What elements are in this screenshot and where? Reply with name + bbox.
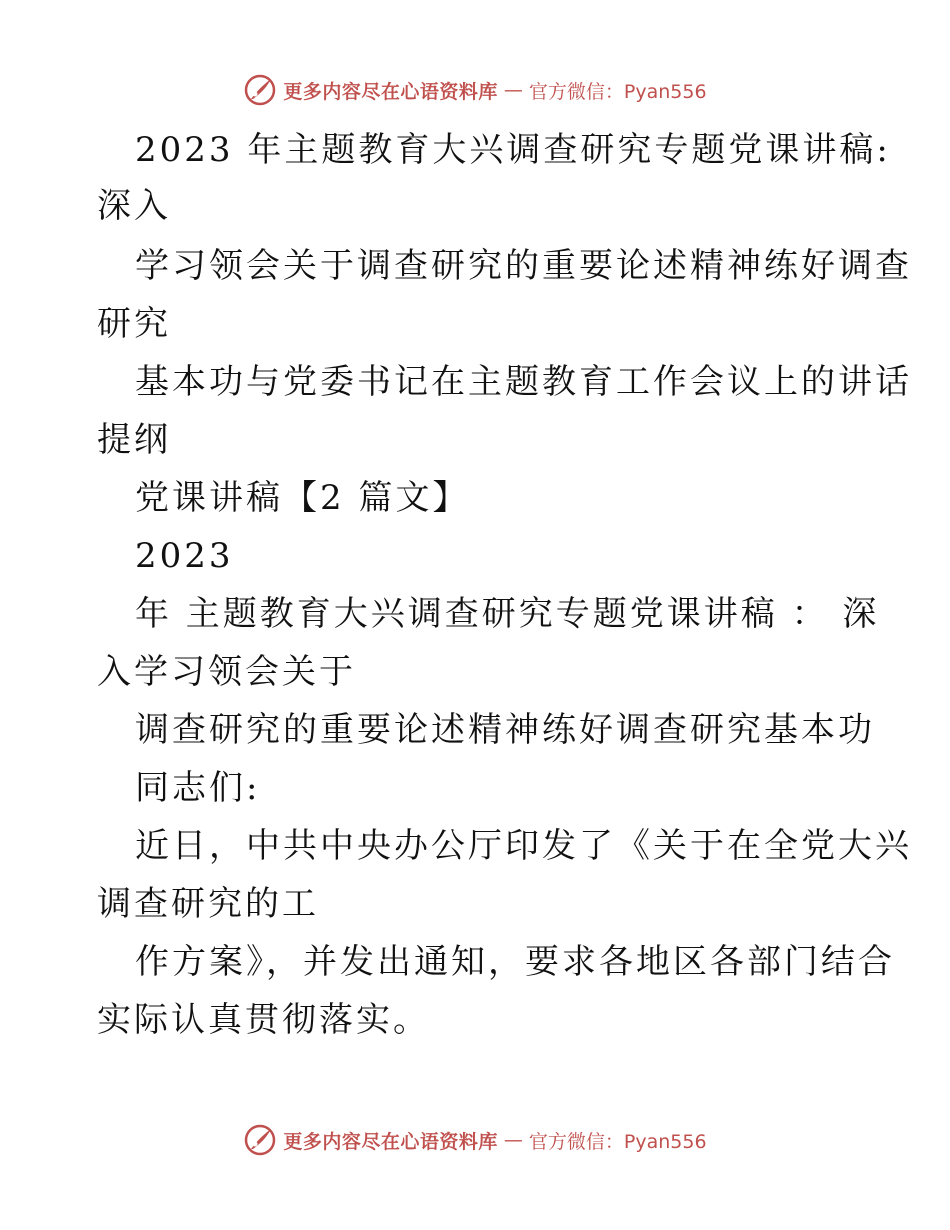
title-line-2: 深入 <box>97 186 171 226</box>
section-title-1: 年 主题教育大兴调查研究专题党课讲稿 ： 深 <box>135 594 880 634</box>
quill-logo-icon <box>243 1123 277 1157</box>
section-title-3: 调查研究的重要论述精神练好调查研究基本功 <box>135 710 875 750</box>
section-year: 2023 <box>135 536 234 576</box>
footer-watermark <box>0 1120 950 1160</box>
header-watermark <box>0 70 950 110</box>
title-line-1: 2023 年主题教育大兴调查研究专题党课讲稿: <box>135 130 891 170</box>
watermark-wechat: 官方微信：Pyan556 <box>528 80 707 103</box>
section-title-2: 入学习领会关于 <box>97 652 356 692</box>
quill-logo-icon <box>243 73 277 107</box>
body-line-2: 调查研究的工 <box>97 884 319 924</box>
title-line-6: 提纲 <box>97 420 171 460</box>
title-line-4: 研究 <box>97 304 171 344</box>
body-line-3: 作方案》，并发出通知，要求各地区各部门结合 <box>135 942 895 982</box>
watermark-dash: — <box>503 79 523 101</box>
watermark-wechat: 官方微信：Pyan556 <box>528 1130 707 1153</box>
title-line-5: 基本功与党委书记在主题教育工作会议上的讲话 <box>135 362 912 402</box>
watermark-brand: 更多内容尽在心语资料库 <box>283 1130 498 1153</box>
title-line-7: 党课讲稿【2 篇文】 <box>135 478 470 518</box>
watermark-dash: — <box>503 1129 523 1151</box>
body-line-4: 实际认真贯彻落实。 <box>97 1000 430 1040</box>
body-line-1: 近日，中共中央办公厅印发了《关于在全党大兴 <box>135 826 912 866</box>
watermark-brand: 更多内容尽在心语资料库 <box>283 80 498 103</box>
salutation: 同志们: <box>135 768 261 808</box>
title-line-3: 学习领会关于调查研究的重要论述精神练好调查 <box>135 246 912 286</box>
